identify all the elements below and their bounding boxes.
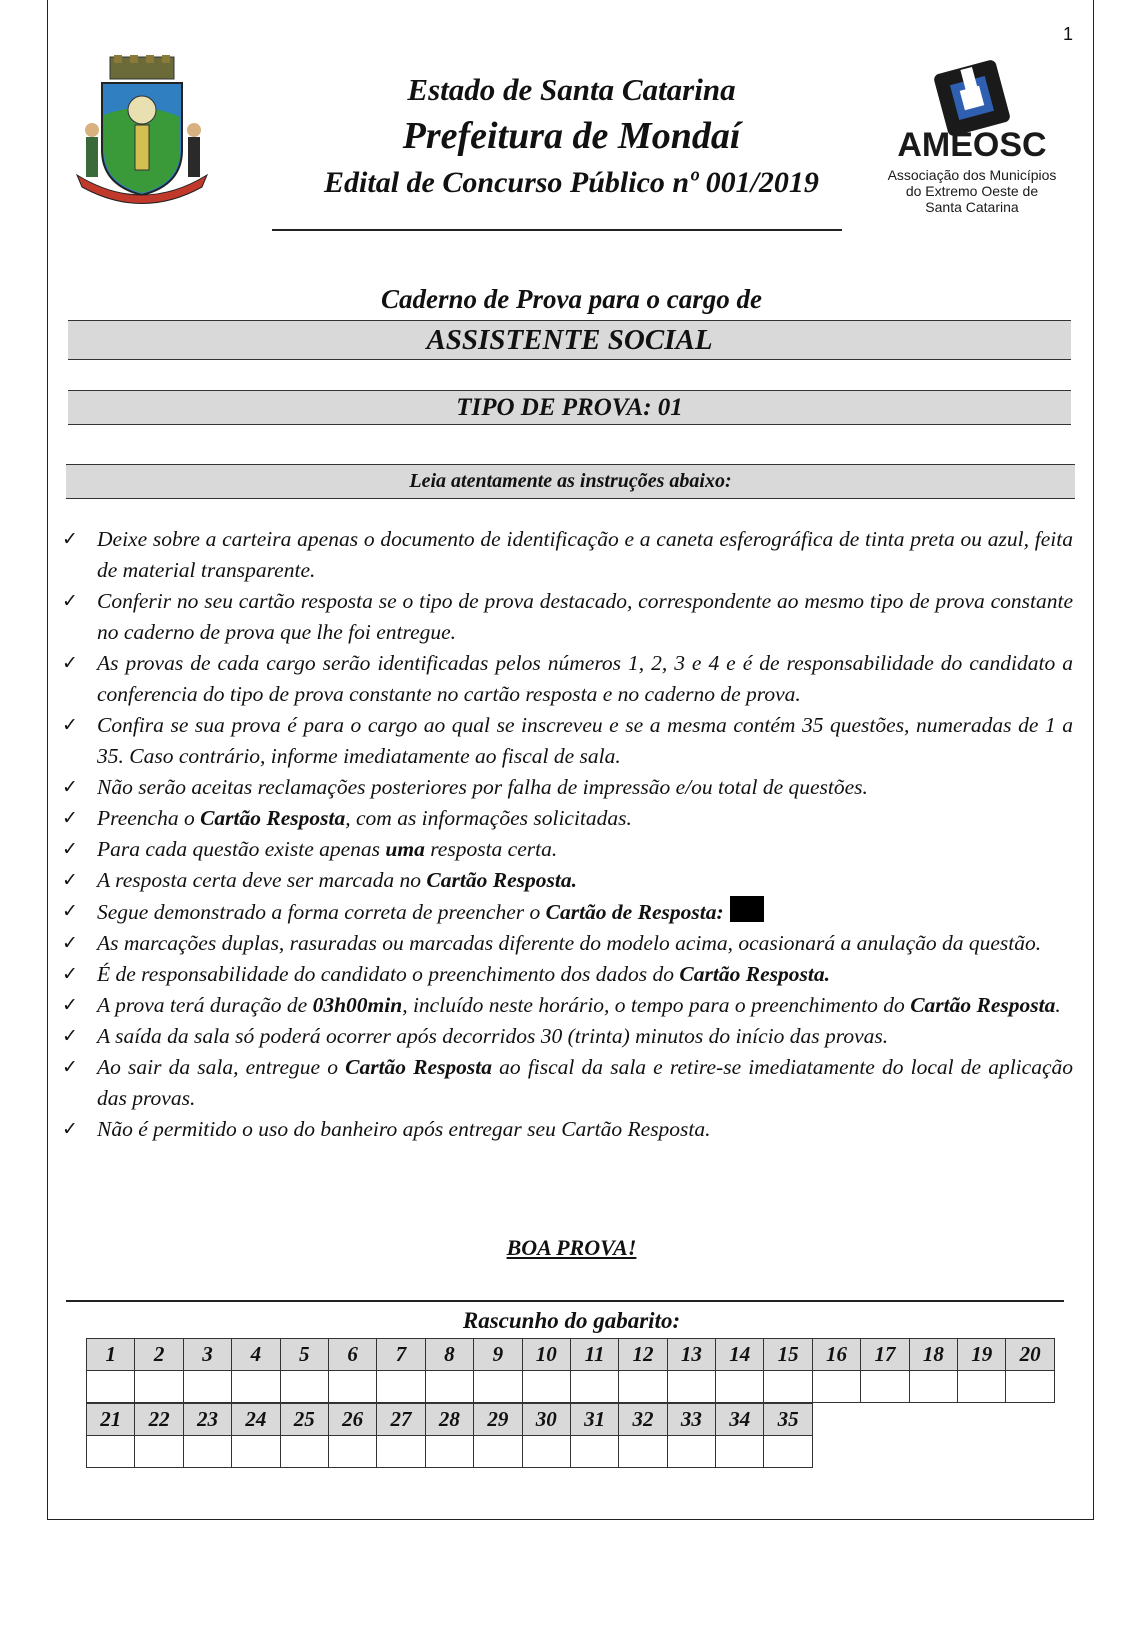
question-number: 10 [522, 1339, 570, 1371]
question-number: 19 [958, 1339, 1006, 1371]
answer-cell[interactable] [87, 1436, 135, 1468]
answer-cell[interactable] [183, 1371, 231, 1403]
answer-cell[interactable] [474, 1436, 522, 1468]
question-number: 30 [522, 1404, 570, 1436]
instruction-text: Segue demonstrado a forma correta de preencher o [97, 900, 546, 924]
answer-cell[interactable] [861, 1371, 909, 1403]
instruction-text: As provas de cada cargo serão identificadas pelos números 1, 2, 3 e 4 e é de responsabilidade do candidato a conferencia do tipo de prova constante no cartão resposta e no caderno de prova. [97, 651, 1073, 706]
checkmark-icon: ✓ [62, 1056, 78, 1078]
question-number: 5 [280, 1339, 328, 1371]
answer-cell[interactable] [570, 1436, 618, 1468]
instruction-emphasis: Cartão Resposta. [679, 962, 830, 986]
checkmark-icon: ✓ [62, 714, 78, 736]
question-number: 29 [474, 1404, 522, 1436]
instruction-item [60, 586, 1073, 648]
tipo-prova: TIPO DE PROVA: 01 [68, 390, 1071, 425]
question-number: 12 [619, 1339, 667, 1371]
answer-cell[interactable] [425, 1371, 473, 1403]
question-number: 33 [667, 1404, 715, 1436]
question-number: 14 [716, 1339, 764, 1371]
answer-cell[interactable] [764, 1436, 812, 1468]
separator-line [66, 1300, 1064, 1302]
checkmark-icon: ✓ [62, 963, 78, 985]
instruction-text: Preencha o [97, 806, 201, 830]
question-number: 3 [183, 1339, 231, 1371]
instruction-text: É de responsabilidade do candidato o preenchimento dos dados do [97, 962, 680, 986]
gabarito-grid-2 [86, 1403, 813, 1468]
question-number: 25 [280, 1404, 328, 1436]
answer-cell[interactable] [135, 1436, 183, 1468]
question-number: 31 [570, 1404, 618, 1436]
question-number: 7 [377, 1339, 425, 1371]
question-number: 2 [135, 1339, 183, 1371]
answer-cell[interactable] [377, 1436, 425, 1468]
answer-cell[interactable] [135, 1371, 183, 1403]
ameosc-sub2: do Extremo Oeste de [905, 183, 1039, 199]
instruction-text: Para cada questão existe apenas [97, 837, 386, 861]
question-number: 9 [474, 1339, 522, 1371]
instruction-text: , incluído neste horário, o tempo para o preenchimento do [402, 993, 911, 1017]
instruction-item [60, 865, 1073, 896]
instruction-emphasis: Cartão de Resposta: [545, 900, 724, 924]
question-number: 6 [328, 1339, 376, 1371]
instruction-text: . [1055, 993, 1061, 1017]
answer-cell[interactable] [522, 1371, 570, 1403]
question-number: 27 [377, 1404, 425, 1436]
checkmark-icon: ✓ [62, 1025, 78, 1047]
answer-cell[interactable] [909, 1371, 957, 1403]
instruction-text: A prova terá duração de [97, 993, 313, 1017]
checkmark-icon: ✓ [62, 1118, 78, 1140]
instruction-item [60, 710, 1073, 772]
answer-cell[interactable] [183, 1436, 231, 1468]
instructions-title: Leia atentamente as instruções abaixo: [66, 464, 1075, 499]
answer-cell[interactable] [87, 1371, 135, 1403]
instruction-emphasis: Cartão Resposta [910, 993, 1056, 1017]
question-number: 8 [425, 1339, 473, 1371]
instruction-item [60, 1021, 1073, 1052]
checkmark-icon: ✓ [62, 838, 78, 860]
checkmark-icon: ✓ [62, 652, 78, 674]
instruction-text: ao fiscal da sala e retire-se imediatamente do local de aplicação das provas. [97, 1055, 1073, 1110]
question-number: 15 [764, 1339, 812, 1371]
instruction-text: Ao sair da sala, entregue o [97, 1055, 346, 1079]
answer-cell[interactable] [280, 1371, 328, 1403]
question-number: 11 [570, 1339, 618, 1371]
ameosc-logo-icon [875, 58, 1070, 223]
instruction-text: A resposta certa deve ser marcada no [97, 868, 427, 892]
answer-cell[interactable] [764, 1371, 812, 1403]
checkmark-icon: ✓ [62, 869, 78, 891]
instruction-text: Deixe sobre a carteira apenas o documento de identificação e a caneta esferográfica de tinta preta ou azul, feita de material transparente. [97, 527, 1073, 582]
instruction-text: Não serão aceitas reclamações posteriores por falha de impressão e/ou total de questões. [97, 775, 868, 799]
caderno-caption: Caderno de Prova para o cargo de [381, 284, 762, 314]
instructions-list [60, 524, 1073, 1145]
instruction-text: resposta certa. [424, 837, 558, 861]
question-number: 35 [764, 1404, 812, 1436]
checkmark-icon: ✓ [62, 994, 78, 1016]
question-number: 23 [183, 1404, 231, 1436]
answer-cell[interactable] [232, 1371, 280, 1403]
question-number: 28 [425, 1404, 473, 1436]
checkmark-icon: ✓ [62, 807, 78, 829]
answer-cell[interactable] [619, 1436, 667, 1468]
header-edital: Edital de Concurso Público nº 001/2019 [324, 166, 819, 199]
answer-cell[interactable] [716, 1371, 764, 1403]
answer-cell[interactable] [328, 1436, 376, 1468]
instruction-emphasis: Cartão Resposta [200, 806, 346, 830]
answer-cell[interactable] [425, 1436, 473, 1468]
checkmark-icon: ✓ [62, 528, 78, 550]
instruction-item [60, 834, 1073, 865]
boa-prova: BOA PROVA! [506, 1235, 637, 1260]
answer-cell[interactable] [377, 1371, 425, 1403]
answer-cell[interactable] [1006, 1371, 1054, 1403]
rascunho-title: Rascunho do gabarito: [462, 1308, 681, 1333]
instruction-emphasis: Cartão Resposta [345, 1055, 493, 1079]
instruction-text: As marcações duplas, rasuradas ou marcadas diferente do modelo acima, ocasionará a anulação da questão. [97, 931, 1042, 955]
question-number: 34 [716, 1404, 764, 1436]
answer-cell[interactable] [667, 1371, 715, 1403]
answer-cell[interactable] [328, 1371, 376, 1403]
instruction-emphasis: 03h00min [312, 993, 403, 1017]
instruction-text: , com as informações solicitadas. [345, 806, 632, 830]
answer-cell[interactable] [570, 1371, 618, 1403]
question-number: 16 [812, 1339, 860, 1371]
header-state: Estado de Santa Catarina [407, 72, 736, 107]
instruction-text: A saída da sala só poderá ocorrer após decorridos 30 (trinta) minutos do início das provas. [97, 1024, 889, 1048]
instruction-emphasis: Cartão Resposta. [426, 868, 577, 892]
answer-cell[interactable] [619, 1371, 667, 1403]
checkmark-icon: ✓ [62, 590, 78, 612]
header-rule [272, 229, 842, 231]
cargo-title: ASSISTENTE SOCIAL [68, 320, 1071, 360]
checkmark-icon: ✓ [62, 776, 78, 798]
answer-cell[interactable] [958, 1371, 1006, 1403]
instruction-item [60, 896, 1073, 928]
instruction-item [60, 1052, 1073, 1114]
instruction-text: Conferir no seu cartão resposta se o tipo de prova destacado, correspondente ao mesmo tipo de prova constante no caderno de prova que lhe foi entregue. [97, 589, 1073, 644]
instruction-item [60, 928, 1073, 959]
ameosc-name: AMEOSC [897, 126, 1047, 164]
answer-cell[interactable] [812, 1371, 860, 1403]
instruction-item [60, 772, 1073, 803]
instruction-item [60, 990, 1073, 1021]
checkmark-icon: ✓ [62, 932, 78, 954]
instruction-item [60, 524, 1073, 586]
ameosc-sub3: Santa Catarina [925, 199, 1019, 215]
question-number: 24 [232, 1404, 280, 1436]
answer-cell[interactable] [474, 1371, 522, 1403]
question-number: 4 [232, 1339, 280, 1371]
instruction-item [60, 648, 1073, 710]
instruction-text: Confira se sua prova é para o cargo ao qual se inscreveu e se a mesma contém 35 questões, numeradas de 1 a 35. Caso contrário, informe imediatamente ao fiscal de sala. [97, 713, 1073, 768]
question-number: 22 [135, 1404, 183, 1436]
header-prefeitura: Prefeitura de Mondaí [402, 115, 741, 157]
instruction-text: Não é permitido o uso do banheiro após entregar seu Cartão Resposta. [97, 1117, 711, 1141]
answer-cell[interactable] [716, 1436, 764, 1468]
question-number: 18 [909, 1339, 957, 1371]
answer-cell[interactable] [280, 1436, 328, 1468]
question-number: 13 [667, 1339, 715, 1371]
checkmark-icon: ✓ [62, 900, 78, 922]
instruction-item [60, 803, 1073, 834]
answer-cell[interactable] [667, 1436, 715, 1468]
question-number: 17 [861, 1339, 909, 1371]
instruction-item [60, 1114, 1073, 1145]
question-number: 26 [328, 1404, 376, 1436]
answer-cell[interactable] [232, 1436, 280, 1468]
filled-answer-box-icon [730, 896, 764, 922]
ameosc-sub1: Associação dos Municípios [887, 167, 1057, 183]
question-number: 20 [1006, 1339, 1054, 1371]
question-number: 21 [87, 1404, 135, 1436]
instruction-item [60, 959, 1073, 990]
question-number: 1 [87, 1339, 135, 1371]
question-number: 32 [619, 1404, 667, 1436]
gabarito-grid-1 [86, 1338, 1055, 1403]
page-number: 1 [1062, 24, 1073, 44]
answer-cell[interactable] [522, 1436, 570, 1468]
instruction-emphasis: uma [385, 837, 425, 861]
